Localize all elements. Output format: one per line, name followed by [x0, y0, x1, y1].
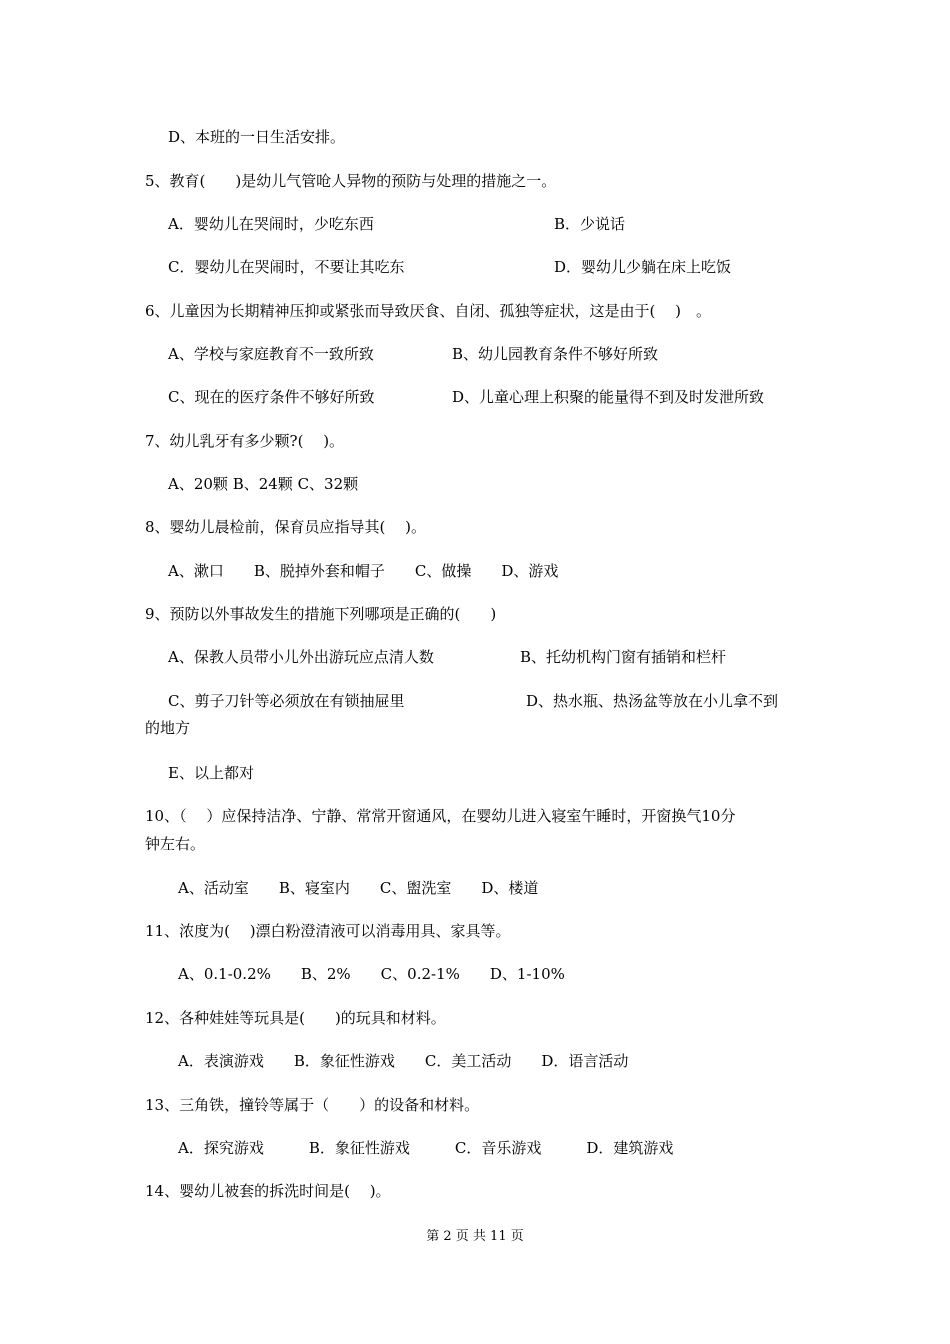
- page-footer: 第 2 页 共 11 页: [426, 1229, 524, 1244]
- q8-options: A、漱口 B、脱掉外套和帽子 C、做操 D、游戏: [168, 562, 559, 580]
- q6-option-d: D、儿童心理上积聚的能量得不到及时发泄所致: [452, 388, 765, 406]
- q7-options: A、20颗 B、24颗 C、32颗: [168, 475, 359, 493]
- q13-stem: 13、三角铁，撞铃等属于（ ）的设备和材料。: [145, 1096, 480, 1114]
- q9-option-e: E、以上都对: [168, 764, 254, 782]
- q7-stem: 7、幼儿乳牙有多少颗?( )。: [145, 432, 345, 450]
- q12-stem: 12、各种娃娃等玩具是( )的玩具和材料。: [145, 1009, 446, 1027]
- q5-option-c: C．婴幼儿在哭闹时，不要让其吃东: [168, 258, 405, 276]
- q9-option-b: B、托幼机构门窗有插销和栏杆: [520, 648, 727, 666]
- q9-option-a: A、保教人员带小儿外出游玩应点清人数: [168, 648, 434, 666]
- q13-options: A．探究游戏 B．象征性游戏 C．音乐游戏 D．建筑游戏: [178, 1139, 674, 1157]
- q9-stem: 9、预防以外事故发生的措施下列哪项是正确的( ): [145, 605, 497, 623]
- q5-option-a: A．婴幼儿在哭闹时，少吃东西: [168, 215, 374, 233]
- q14-stem: 14、婴幼儿被套的拆洗时间是( )。: [145, 1182, 391, 1200]
- q9-option-c: C、剪子刀针等必须放在有锁抽屉里: [168, 692, 405, 710]
- q11-options: A、0.1-0.2% B、2% C、0.2-1% D、1-10%: [178, 965, 565, 983]
- q9-option-d-continued: 的地方: [145, 719, 191, 737]
- q5-option-b: B．少说话: [554, 215, 626, 233]
- q6-stem: 6、儿童因为长期精神压抑或紧张而导致厌食、自闭、孤独等症状，这是由于( ) 。: [145, 302, 712, 320]
- q12-options: A．表演游戏 B．象征性游戏 C．美工活动 D．语言活动: [178, 1052, 629, 1070]
- q6-option-c: C、现在的医疗条件不够好所致: [168, 388, 375, 406]
- q5-option-d: D．婴幼儿少躺在床上吃饭: [554, 258, 732, 276]
- q6-option-b: B、幼儿园教育条件不够好所致: [452, 345, 659, 363]
- q10-stem-continued: 钟左右。: [145, 835, 206, 853]
- q9-option-d: D、热水瓶、热汤盆等放在小儿拿不到: [526, 692, 779, 710]
- q6-option-a: A、学校与家庭教育不一致所致: [168, 345, 374, 363]
- q10-stem: 10、（ ）应保持洁净、宁静、常常开窗通风，在婴幼儿进入寝室午睡时，开窗换气10分: [145, 807, 736, 825]
- q11-stem: 11、浓度为( )漂白粉澄清液可以消毒用具、家具等。: [145, 922, 511, 940]
- q4-option-d: D、本班的一日生活安排。: [168, 128, 346, 146]
- q10-options: A、活动室 B、寝室内 C、盥洗室 D、楼道: [178, 879, 539, 897]
- q5-stem: 5、教育( )是幼儿气管呛人异物的预防与处理的措施之一。: [145, 172, 557, 190]
- q8-stem: 8、婴幼儿晨检前，保育员应指导其( )。: [145, 518, 427, 536]
